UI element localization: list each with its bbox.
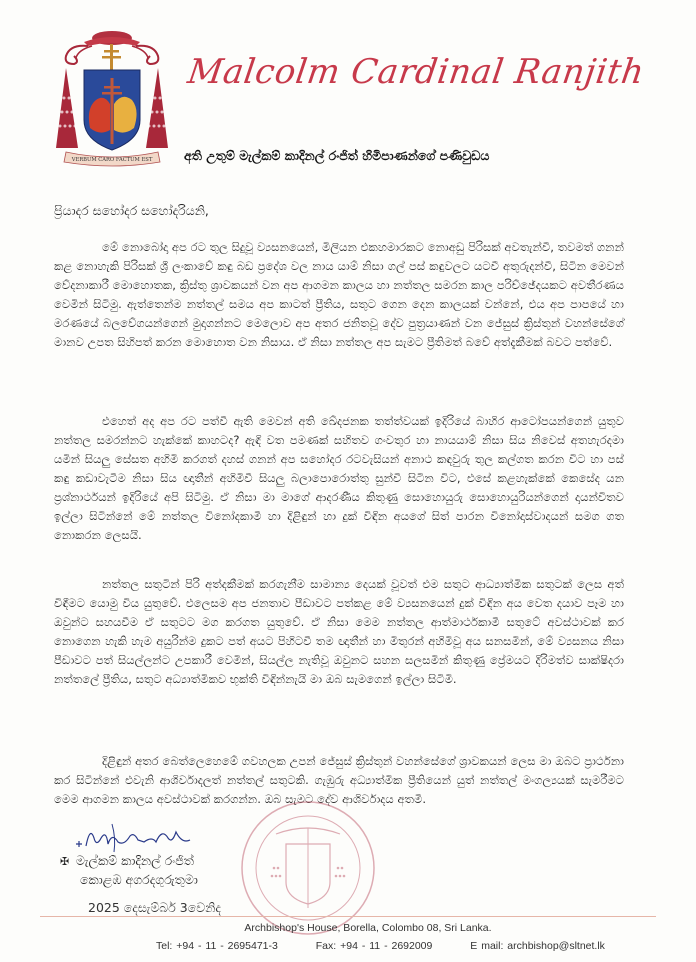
svg-text:VERBUM CARO FACTUM EST: VERBUM CARO FACTUM EST — [71, 157, 153, 163]
footer-tel: Tel: +94 - 11 - 2695471-3 — [156, 940, 278, 952]
footer-contacts — [156, 940, 605, 952]
signer-block — [60, 852, 198, 889]
letter-paragraph-2: එහෙත් අද අප රට පත්වී ඇති මෙවන් අති ඛේදජනක තත්ත්වයක් ඉදිරියේ බාහිර ආටෝපයන්ගෙන් යුතුව නත්තල සමරන්නට හැක්කේ කාහටද? ඇඳි වත පමණක් සහිතව ගංවතුර හා නායයාම් නිසා සිය නිවෙස් අතහැරදමා යමින් සියලු සේසත අහිමි කරගත් දහස් ගනන් අප සහෝදර රටවැසියන් අනාථ කඳවුරු තුල කල්ගත කරන විට හා පස් කඳු කඩාවැටීම නිසා සිය ඥාතීන් අහිමිවී සියලු බලාපොරොත්තු සුන්වී සිටින විට, එසේ කළහැක්කේ කෙසේද යන ප්‍රශ්නාර්ථයන් ඉදිරියේ අපි සිටිමු. ඒ නිසා මා මාගේ ආදරණීය කිතුණු සොහොයුරු සොහොයුරියන්ගෙන් දායන්විතව ඉල්ලා සිටින්නේ මේ නත්තල විනෝදකාමී හා දිළිඳුන් හා දුක් විඳින අයගේ සිත් පාරන විනෝදාස්වාදයන් සමග ගත නොකරන ලෙසයි. — [54, 414, 624, 542]
footer-address: Archbishop's House, Borella, Colombo 08, Sri Lanka. — [244, 922, 492, 934]
footer-email: E mail: archbishop@sltnet.lk — [470, 940, 605, 952]
letter-date: 2025 දෙසැම්බර් 3වෙනිද — [88, 900, 221, 915]
letter-paragraph-3: නත්තල සතුටින් පිරි අත්දකීමක් කරගැනීම සාමාන්‍ය දෙයක් වූවත් එම සතුට ආධ්‍යාත්මික සතුටක් ලෙස අත් විඳීමට යොමු විය යුතුවේ. එලෙසම අප ජනතාව පීඩාවට පත්කළ මේ ව්‍යසනයෙන් දුක් විඳින අය වෙත දයාව පෑම හා ඔවුන්ට සහයවීම ඒ සතුටට මග කරගත යුතුවේ. ඒ නිසා මෙම නත්තල ආත්මාර්ථකාමී සතුටේ අවස්ථාවක් කර නොගෙන හැකි හැම අයුරින්ම දුකට පත් අයට පිහිටවී තම ඥාතීන් හා මිතුරන් අහිමිවූ අය සනසමින්, මේ ව්‍යසනය නිසා පීඩාවට පත් සියල්ලන්ට උපකාරී වෙමින්, සියල්ල නැතිවූ ඔවුනට සහන සලසමින් කිතුණු ප්‍රේමයට දිරිමත්ව සාක්ෂිදරා නත්තලේ ප්‍රීතිය, සතුට අධ්‍යාත්මිකව භුක්ති විඳින්නැයි මා ඔබ සැමගෙන් ඉල්ලා සිටිමි. — [54, 577, 624, 686]
cross-icon: ✠ — [60, 855, 70, 868]
letter-paragraph-1: මේ නොබෝදා අප රට තුල සිදුවූ ව්‍යසනයෙන්, මිලියන එකහමාරකට නොඅඩු පිරිසක් අවතැන්වී, තවමත් ගනන් කළ නොහැකි පිරිසක් ශ්‍රී ලංකාවේ කඳු බඩ ප්‍රදේශ වල නාය යාම් නිසා ගල් පස් කඳුවලට යටවී අතුරුදන්වී, සිටින මෙවන් වේදනාකාරී මොහොතක, ක්‍රිස්තු ශ්‍රාවකයන් වන අප ආගමන කාලය හා නත්තල සමරන කාල පරිච්ඡේදයකට අවතීරණය වෙමින් සිටිමු. ඇත්තෙන්ම නත්තල් සමය අප කාටත් ප්‍රීතිය, සතුට ගෙන දෙන කාලයක් වන්නේ, එය අප පාපයේ හා මරණයේ බලවේගයන්ගෙන් මුදාගන්නට මෙලොව අප අතර ජනිතවූ දේව පුත්‍රයාණන් වන ජේසුස් ක්‍රිස්තුන් වහන්සේගේ මානව උපත සිහිපත් කරන මොහොත වන නිසාය. ඒ නිසා නත්තල අප සැමට ප්‍රීතිමත් බවේ අත්දැකීමක් බවට පත්වේ. — [54, 240, 624, 349]
salutation: ප්‍රියාදර සහෝදර සහෝදරියනි, — [54, 203, 209, 218]
signer-title: කොළඹ අගරදගුරුතුමා — [80, 872, 198, 887]
signer-name: මැල්කම් කාදිනල් රංජිත් — [75, 853, 194, 868]
letter-paragraph-4: දිළිඳුන් අතර බෙත්ලෙහෙමේ ගවහලක උපන් ජේසුස් ක්‍රිස්තුන් වහන්සේගේ ශ්‍රාවකයන් ලෙස මා ඔබට ප්‍රාර්ථනා කර සිටින්නේ එවැනි ආශිර්වාදලත් නත්තල් සතුටකි. ගැඹුරු අධ්‍යාත්මික ප්‍රීතියෙන් යුත් නත්තල් මංගල්‍යයක් සැමරීමට මෙම ආගමන කාලය අවස්ථාවක් කරගන්න. ඔබ සැමට දේව ආශිර්වාදය අතමී. — [54, 754, 624, 806]
footer-divider — [40, 916, 656, 917]
footer-fax: Fax: +94 - 11 - 2692009 — [315, 940, 433, 952]
message-heading: අති උතුම් මැල්කම් කාදිනල් රංජිත් හිමිපාණන්ගේ පණිවුඩය — [184, 148, 490, 163]
official-seal-stamp — [222, 798, 394, 938]
coat-of-arms-crest — [52, 28, 172, 168]
handwritten-signature — [72, 818, 212, 854]
letterhead-title: Malcolm Cardinal Ranjith — [185, 52, 647, 92]
